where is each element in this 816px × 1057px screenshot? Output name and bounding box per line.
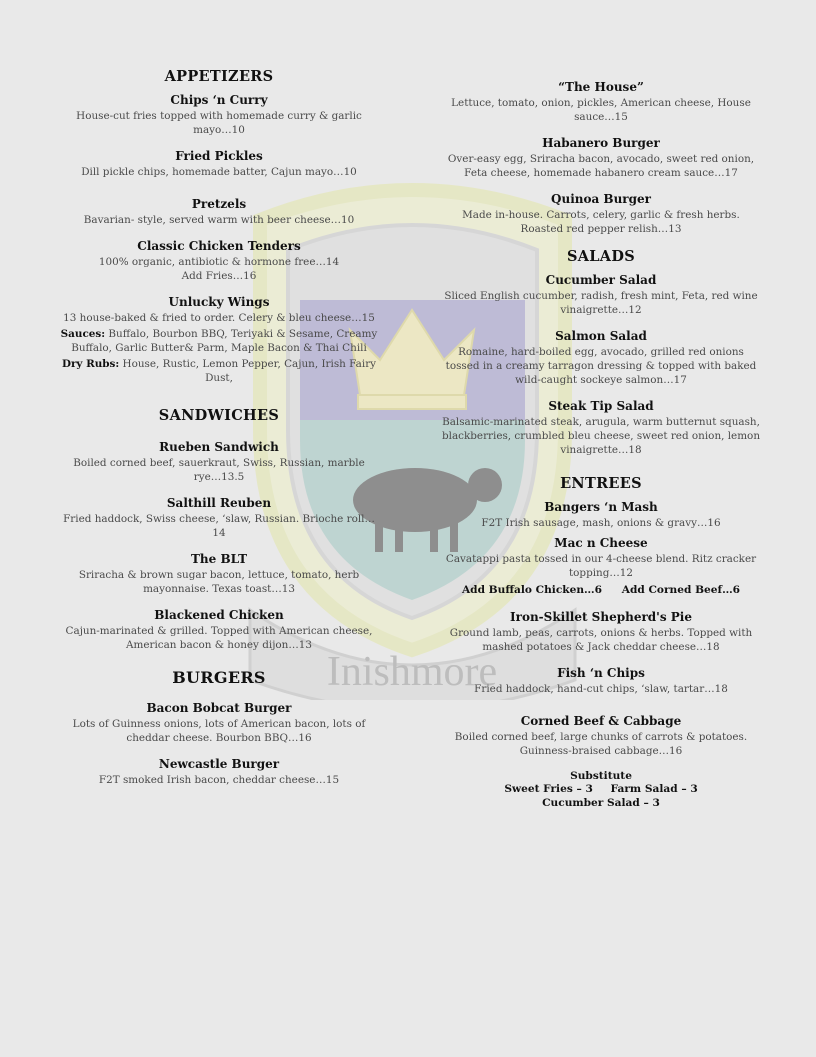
menu-item [440,610,762,654]
item-name: Fried Pickles [175,149,263,163]
menu-item [60,239,378,283]
menu-item [60,197,378,227]
item-name: Classic Chicken Tenders [137,239,301,253]
item-desc: Balsamic-marinated steak, arugula, warm butternut squash, blackberries, crumbled bleu cheese, sweet red onion, lemon vinaigrette…18 [441,416,761,456]
item-name: Corned Beef & Cabbage [520,714,682,728]
substitute-option: Sweet Fries – 3 [504,783,593,795]
left-column [60,68,378,799]
menu-item [440,80,762,124]
menu-item [60,93,378,137]
menu-item [440,536,762,580]
item-desc: 13 house-baked & fried to order. Celery & bleu cheese…15 [63,312,375,324]
item-name: Chips ‘n Curry [170,93,268,107]
item-name: “The House” [558,80,644,94]
item-desc: Cavatappi pasta tossed in our 4-cheese blend. Ritz cracker topping…12 [445,553,757,579]
menu-item [60,757,378,787]
dry-rubs-label: Dry Rubs: [61,358,120,370]
item-name: Bacon Bobcat Burger [146,701,292,715]
item-desc: Lettuce, tomato, onion, pickles, American cheese, House sauce…15 [451,97,751,123]
menu-item [60,496,378,540]
item-name: The BLT [191,552,247,566]
item-desc: Fried haddock, Swiss cheese, ‘slaw, Russian. Brioche roll…14 [63,513,375,539]
menu-item [60,701,378,745]
menu-item [60,440,378,484]
item-desc: House-cut fries topped with homemade curry & garlic mayo…10 [76,110,362,136]
item-desc: Ground lamb, peas, carrots, onions & herbs. Topped with mashed potatoes & Jack cheddar cheese…18 [449,627,753,653]
menu-item [440,500,762,530]
menu-item [60,552,378,596]
item-desc: Boiled corned beef, sauerkraut, Swiss, Russian, marble rye…13.5 [73,457,365,483]
menu-item [440,329,762,387]
sauces-list [60,327,378,355]
item-name: Iron-Skillet Shepherd's Pie [510,610,692,624]
item-name: Salmon Salad [555,329,647,343]
add-corned-beef: Add Corned Beef…6 [621,584,741,596]
item-name: Unlucky Wings [168,295,270,309]
dry-rubs-list [60,357,378,385]
menu-item [440,666,762,696]
item-name: Pretzels [191,197,247,211]
add-ons-row [440,584,762,596]
section-title-burgers: BURGERS [172,668,266,687]
right-column [440,80,762,810]
section-title-appetizers: APPETIZERS [164,68,274,85]
item-desc: Over-easy egg, Sriracha bacon, avocado, sweet red onion, Feta cheese, homemade habanero cream sauce…17 [447,153,755,179]
item-desc-addon: Add Fries…16 [181,270,257,282]
dry-rubs-text: House, Rustic, Lemon Pepper, Cajun, Irish Fairy Dust, [119,358,377,384]
item-name: Salthill Reuben [166,496,272,510]
sauces-text: Buffalo, Bourbon BBQ, Teriyaki & Sesame, Creamy Buffalo, Garlic Butter& Parm, Maple Bacon & Thai Chili [71,328,378,354]
menu-item [60,295,378,385]
menu-item [440,399,762,457]
item-name: Habanero Burger [542,136,660,150]
item-desc: Fried haddock, hand-cut chips, ‘slaw, tartar…18 [474,683,728,695]
item-name: Fish ‘n Chips [557,666,645,680]
item-desc: Bavarian- style, served warm with beer cheese…10 [83,214,355,226]
item-desc: Sriracha & brown sugar bacon, lettuce, tomato, herb mayonnaise. Texas toast…13 [78,569,360,595]
item-desc: Sliced English cucumber, radish, fresh mint, Feta, red wine vinaigrette…12 [444,290,758,316]
menu-item [440,714,762,758]
item-desc: F2T Irish sausage, mash, onions & gravy…16 [481,517,721,529]
menu-item [440,136,762,180]
substitute-title: Substitute [570,770,632,782]
item-name: Cucumber Salad [545,273,657,287]
menu-item [60,149,378,179]
item-desc: 100% organic, antibiotic & hormone free…14 [98,256,340,268]
section-title-entrees: ENTREES [560,475,642,492]
section-title-sandwiches: SANDWICHES [158,407,280,424]
item-name: Blackened Chicken [154,608,284,622]
item-name: Rueben Sandwich [159,440,279,454]
item-name: Steak Tip Salad [548,399,654,413]
menu-item [440,273,762,317]
item-desc: Made in-house. Carrots, celery, garlic & fresh herbs. Roasted red pepper relish…13 [462,209,740,235]
menu-item [60,608,378,652]
item-name: Quinoa Burger [551,192,651,206]
substitute-options [440,782,762,796]
item-desc: Lots of Guinness onions, lots of American bacon, lots of cheddar cheese. Bourbon BBQ…16 [72,718,366,744]
sauces-label: Sauces: [60,328,106,340]
section-title-salads: SALADS [566,248,635,265]
substitute-option: Farm Salad – 3 [610,783,698,795]
item-name: Mac n Cheese [554,536,648,550]
item-desc: Dill pickle chips, homemade batter, Cajun mayo…10 [81,166,357,178]
item-desc: F2T smoked Irish bacon, cheddar cheese…15 [98,774,340,786]
item-name: Newcastle Burger [158,757,280,771]
add-buffalo-chicken: Add Buffalo Chicken…6 [461,584,603,596]
menu-item [440,192,762,236]
substitute-option: Cucumber Salad – 3 [542,797,660,809]
item-desc: Romaine, hard-boiled egg, avocado, grilled red onions tossed in a creamy tarragon dressing & topped with baked wild-caught sockeye salmon…17 [445,346,757,386]
watermark-brand-text: Inishmore [326,649,498,695]
item-desc: Boiled corned beef, large chunks of carrots & potatoes. Guinness-braised cabbage…16 [454,731,748,757]
item-desc: Cajun-marinated & grilled. Topped with American cheese, American bacon & honey dijon…13 [65,625,373,651]
item-name: Bangers ‘n Mash [544,500,658,514]
